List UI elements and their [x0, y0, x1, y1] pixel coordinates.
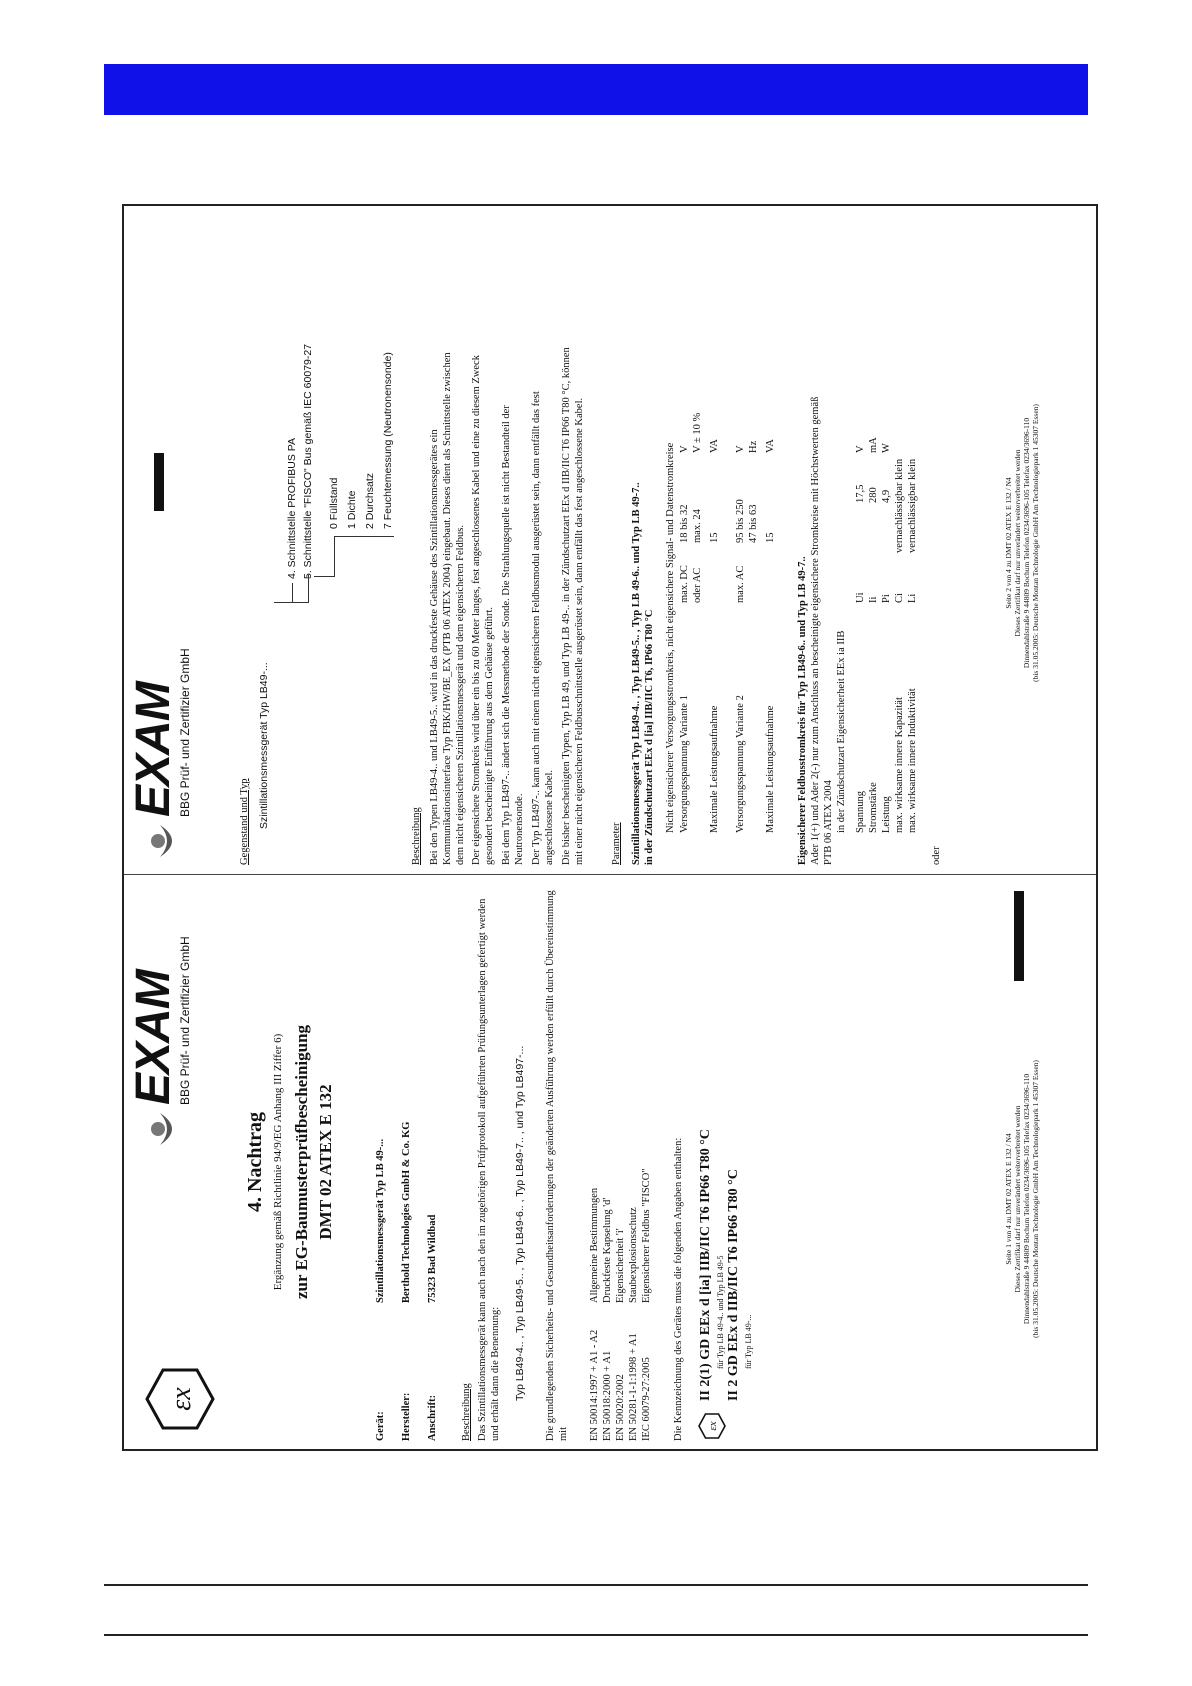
standard-name: Staubexplosionsschutz [628, 1207, 639, 1303]
supply-intro: Nicht eigensicherer Versorgungsstromkreis, nicht eigensichere Signal- und Datenstromkreise [665, 442, 676, 833]
fb-row-value: 280 [868, 487, 879, 503]
description-paragraph: Das Szintillationsmessgerät kann auch nach den im zugehörigen Prüfprotokoll aufgeführten Prüfungsunterlagen gefertigt werden und erhält dann die Benennung: [477, 898, 501, 1441]
standard-code: EN 50014:1997 + A1 - A2 [589, 1329, 600, 1441]
document-heading: zur EG-Baumusterprüfbescheinigung [292, 1024, 311, 1300]
description-paragraph: Bei den Typen LB49-4.. und LB49-5.. wird in das druckfeste Gehäuse des Szintillationsmessgerätes ein Kommunikationsinterface Typ FBK/HW/BE_EX (PTB 06 ATEX 2004) eingebaut. Dieses dient als Schnittstelle zwischen dem nicht eigensicheren Szintillationsmessgerät und dem eigensicheren Feldbus. [429, 352, 466, 865]
param-row-label: Maximale Leistungsaufnahme [709, 705, 720, 833]
fb-row-symbol: Ci [894, 593, 905, 603]
section-parameter: Parameter [611, 822, 622, 865]
standard-code: IEC 60079-27:2005 [641, 1357, 652, 1441]
fb-row-symbol: Li [907, 593, 918, 603]
param-row-value: 15 [709, 532, 720, 543]
fb-row-value: vernachlässigbar klein [907, 458, 918, 553]
fb-row-label: max. wirksame innere Kapazität [894, 697, 905, 833]
standard-name: Allgemeine Bestimmungen [589, 1187, 600, 1303]
param-row-value: 18 bis 32 [679, 504, 690, 543]
exam-logo: EXAM [127, 970, 180, 1105]
fb-row-label: Spannung [855, 791, 866, 833]
fb-row-unit: mA [868, 437, 879, 453]
standard-name: Druckfeste Kapselung 'd' [602, 1197, 613, 1303]
marking-line: II 2(1) GD EEx d [ia] IIB/IIC T6 IP66 T80 °C [698, 1129, 713, 1401]
param-row-value: 95 bis 250 [735, 499, 746, 543]
header-bar [104, 64, 1088, 115]
branch-b-item: 2 Durchsatz [364, 472, 376, 529]
ex-hexagon-icon [144, 1367, 216, 1431]
footer-rule [104, 1634, 1088, 1636]
document-title: 4. Nachtrag [244, 1112, 266, 1212]
param-row-value: max. 24 [692, 509, 703, 543]
fb-row-label: Leistung [881, 796, 892, 833]
field-value: 75323 Bad Wildbad [427, 1214, 438, 1303]
device-type-label: Szintillationsmessgerät Typ LB49-... [258, 662, 270, 829]
fb-row-unit: V [855, 445, 866, 453]
branch-b-item: 0 Füllstand [328, 477, 340, 529]
page-footer: Seite 2 von 4 zu DMT 02 ATEX E 132 / N4 Dieses Zertifikat darf nur unverändert weiterverbreitet werden Dinnendahlstraße 9 44809 Bochum Telefon 0234/3696-105 Telefax 0234/3696-110 (bis 31.05.2005: Deutsche Montan Technologie GmbH Am Technologiepark 1 45307 Essen) [1004, 404, 1040, 682]
field-value: Berthold Technologies GmbH & Co. KG [401, 1121, 412, 1303]
param-title-2: in der Zündschutzart EEx d [ia] IIB/IIC T6, IP66 T80 °C [644, 609, 655, 865]
param-row-unit: V [679, 445, 690, 453]
exam-logo-subtitle: BBG Prüf- und Zertifizier GmbH [178, 648, 192, 817]
fb-row-symbol: Ui [855, 592, 866, 603]
fb-row-unit: W [881, 443, 892, 453]
param-row-key: max. AC [735, 565, 746, 603]
fieldbus-text: in der Zündschutzart Eigensicherheit EEx ia IIB [836, 630, 847, 833]
description-paragraph: Die grundlegenden Sicherheits- und Gesundheitsanforderungen der geänderten Ausführung werden erfüllt durch Übereinstimmung mit [545, 890, 569, 1441]
field-value: Szintillationsmessgerät Typ LB 49-... [375, 1138, 386, 1303]
fb-row-label: max. wirksame innere Induktivität [907, 688, 918, 833]
branch-a-item: 5. Schnittstelle "FISCO" Bus gemäß IEC 60079-27 [302, 343, 314, 579]
standard-name: Eigensicherheit 'i' [615, 1228, 626, 1303]
marking-line: II 2 GD EEx d IIB/IIC T6 IP66 T80 °C [726, 1169, 741, 1401]
field-label: Hersteller: [401, 1392, 412, 1441]
marking-note: für Typ LB 49-... [744, 1314, 753, 1369]
fb-row-value: vernachlässigbar klein [894, 458, 905, 553]
description-paragraph: Bei dem Typ LB497-.. ändert sich die Messmethode der Sonde. Die Strahlungsquelle ist nicht Bestandteil der Neutronensonde. [501, 405, 525, 865]
param-row-unit: VA [709, 439, 720, 453]
marking-note: für Typ LB 49-4.. und Typ LB 49-5 [716, 1255, 725, 1369]
description-paragraph: Die bisher bescheinigten Typen, Typ LB 49, und Typ LB 49-.. in der Zündschutzart EEx d IIB/IIC T6 IP66 T80 °C, können mit einer nicht eigensicheren Feldbusschnittstelle ausgerüstet sein, dann entfällt das fest angeschlossene Kabel. [561, 347, 585, 865]
fieldbus-text: Ader 1(+) und Ader 2(-) nur zum Anschluss an bescheinigte eigensichere Stromkreise mit Höchstwerten gemäß [810, 396, 821, 865]
fb-row-symbol: Pi [881, 594, 892, 603]
fb-row-value: 17,5 [855, 484, 866, 503]
param-row-label: Versorgungsspannung Variante 1 [679, 695, 690, 833]
types-line: Typ LB49-4.. , Typ LB49-5.. , Typ LB49-6.. , Typ LB49-7.. , und Typ LB497-... [514, 1045, 526, 1401]
fb-row-symbol: Ii [868, 596, 879, 603]
section-beschreibung: Beschreibung [461, 1383, 472, 1441]
param-row-unit: V [735, 445, 746, 453]
standard-code: EN 50018:2000 + A1 [602, 1350, 613, 1441]
param-row-label: Maximale Leistungsaufnahme [765, 705, 776, 833]
standard-code: EN 50281-1-1:1998 + A1 [628, 1333, 639, 1441]
certificate-page-2 [124, 206, 1100, 873]
svg-text:εx: εx [707, 1421, 719, 1431]
scan-mark [154, 453, 164, 511]
exam-logo-subtitle: BBG Prüf- und Zertifizier GmbH [178, 936, 192, 1105]
param-row-key: max. DC [679, 565, 690, 603]
document-subtitle: Ergänzung gemäß Richtlinie 94/9/EG Anhang III Ziffer 6) [272, 1033, 284, 1291]
exam-swoosh-logo-icon [140, 821, 180, 861]
param-row-key: oder AC [692, 567, 703, 603]
description-paragraph: Der Typ LB497-.. kann auch mit einem nicht eigensicheren Feldbusmodul ausgerüstet sein, dann entfällt das fest angeschlossene Kabel. [531, 391, 555, 865]
fieldbus-text: PTB 06 ATEX 2004 [823, 780, 834, 865]
scanned-document-frame [122, 204, 1098, 1451]
param-row-label: Versorgungsspannung Variante 2 [735, 695, 746, 833]
footer-rule [104, 1584, 1088, 1586]
certificate-number: DMT 02 ATEX E 132 [316, 1084, 335, 1240]
fb-row-value: 4,9 [881, 489, 892, 503]
exam-logo: EXAM [127, 682, 180, 817]
param-row-unit: Hz [748, 440, 759, 453]
field-label: Anschrift: [427, 1394, 438, 1441]
fieldbus-title: Eigensicherer Feldbusstromkreis für Typ LB49-6.. und Typ LB 49-7.. [797, 556, 808, 865]
standard-name: Eigensicherer Feldbus "FISCO" [641, 1168, 652, 1303]
param-row-unit: VA [765, 439, 776, 453]
param-title: Szintillationsmessgerät Typ LB49-4.. , Typ LB49-5.. , Typ LB 49-6.. und Typ LB 49-7.. [631, 482, 642, 865]
ex-marking-icon [698, 1413, 726, 1439]
branch-b-item: 1 Dichte [346, 490, 358, 529]
description-paragraph: Der eigensichere Stromkreis wird über ein bis zu 60 Meter langes, fest angeschlossenes Kabel und eine zu diesem Zweck gesondert bescheinigte Einführung aus dem Gehäuse geführt. [471, 355, 495, 865]
param-row-value: 15 [765, 532, 776, 543]
standard-code: EN 50020:2002 [615, 1374, 626, 1441]
param-row-value: 47 bis 63 [748, 504, 759, 543]
section-beschreibung: Beschreibung [411, 807, 422, 865]
field-label: Gerät: [375, 1411, 386, 1441]
page-footer: Seite 1 von 4 zu DMT 02 ATEX E 132 / N4 Dieses Zertifikat darf nur unverändert weiterverbreitet werden Dinnendahlstraße 9 44809 Bochum Telefon 0234/3696-105 Telefax 0234/3696-110 (bis 31.05.2005: Deutsche Montan Technologie GmbH Am Technologiepark 1 45307 Essen) [1004, 1060, 1040, 1338]
svg-text:εx: εx [166, 1387, 197, 1411]
oder-label: oder [931, 846, 942, 865]
section-gegenstand: Gegenstand und Typ [239, 778, 250, 865]
branch-b-item: 7 Feuchtemessung (Neutronensonde) [382, 352, 394, 529]
branch-a-item: 4. Schnittstelle PROFIBUS PA [286, 437, 298, 579]
fb-row-label: Stromstärke [868, 782, 879, 833]
scan-mark [1014, 891, 1024, 981]
param-row-unit: V ± 10 % [692, 412, 703, 453]
certificate-page-1 [124, 875, 1100, 1449]
marking-intro: Die Kennzeichnung des Gerätes muss die folgenden Angaben enthalten: [673, 1137, 684, 1441]
exam-swoosh-logo-icon [140, 1109, 180, 1149]
